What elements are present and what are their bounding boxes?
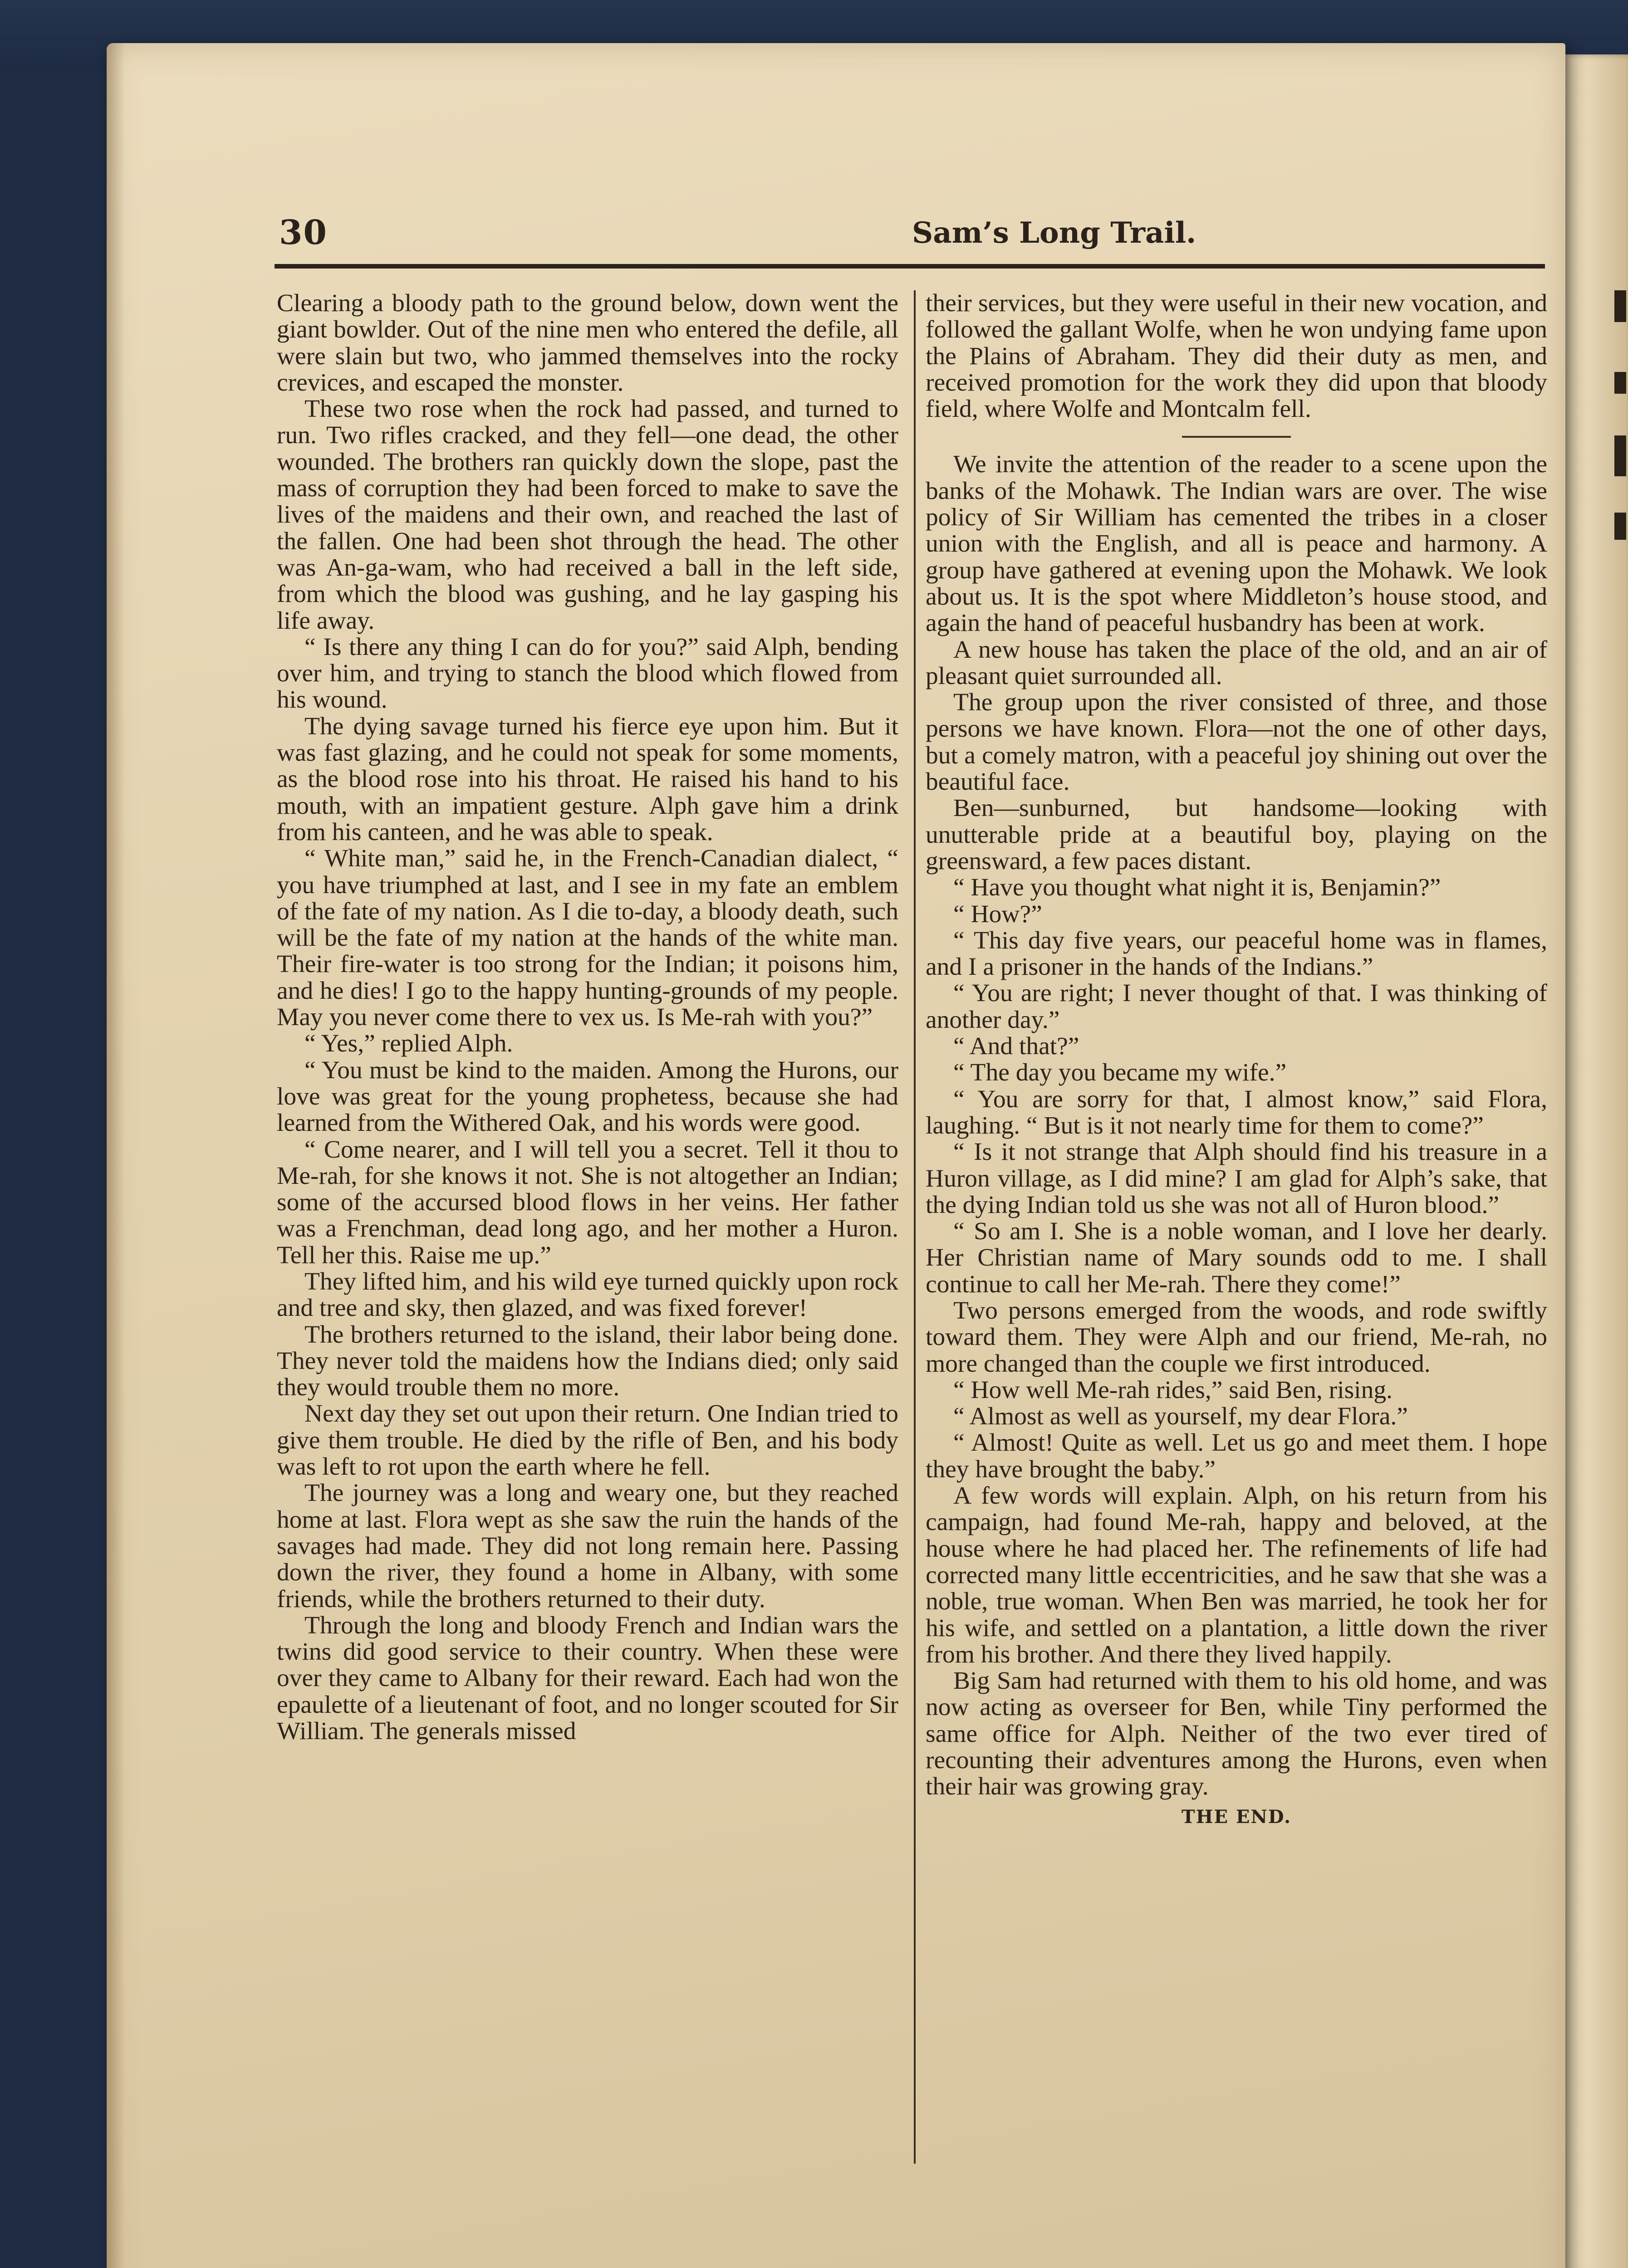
paragraph: We invite the attention of the reader to a scene upon the banks of the Mohawk. The Indian wars are over. The wise policy of Sir William has cemented the tribes in a closer union with the English, and all is peace and harmony. A group have gathered at evening upon the Mohawk. We look about us. It is the spot where Middleton’s house stood, and again the hand of peaceful husbandry has been at work. <box>926 450 1547 637</box>
paragraph: “ So am I. She is a noble woman, and I love her dearly. Her Christian name of Mary sounds odd to me. I shall continue to call her Me-rah. There they come!” <box>926 1217 1547 1298</box>
section-divider <box>1182 436 1291 438</box>
paragraph: Ben—sunburned, but handsome—looking with unutterable pride at a beautiful boy, playing on the greensward, a few paces distant. <box>926 794 1547 875</box>
paragraph: their services, but they were useful in their new vocation, and followed the gallant Wolfe, when he won undying fame upon the Plains of Abraham. They did their duty as men, and received promotion for the work they did upon that bloody field, where Wolfe and Montcalm fell. <box>926 289 1547 423</box>
page-header <box>168 213 1529 263</box>
paragraph: “ How?” <box>953 900 1042 928</box>
paragraph: These two rose when the rock had passed, and turned to run. Two rifles cracked, and they fell—one dead, the other wounded. The brothers ran quickly down the slope, past the mass of corruption they had been forced to make to save the lives of the maidens and their own, and reached the last of the fallen. One had been shot through the head. The other was An-ga-wam, who had received a ball in the left side, from which the blood was gushing, and he lay gasping his life away. <box>277 395 898 635</box>
adjacent-page-ink <box>1614 372 1626 394</box>
paragraph: The brothers returned to the island, their labor being done. They never told the maidens how the Indians died; only said they would trouble them no more. <box>277 1320 898 1402</box>
paragraph: Next day they set out upon their return. One Indian tried to give them trouble. He died by the rifle of Ben, and his body was left to rot upon the earth where he fell. <box>277 1400 898 1481</box>
header-rule <box>275 264 1545 269</box>
paragraph: The journey was a long and weary one, but they reached home at last. Flora wept as she saw the ruin the hands of the savages had made. They did not long remain here. Passing down the river, they found a home in Albany, with some friends, while the brothers returned to their duty. <box>277 1479 898 1613</box>
paragraph: “ Is it not strange that Alph should find his treasure in a Huron village, as I did mine? I am glad for Alph’s sake, that the dying Indian told us she was not all of Huron blood.” <box>926 1138 1547 1219</box>
paragraph: A new house has taken the place of the old, and an air of pleasant quiet surrounded all. <box>926 635 1547 690</box>
paragraph: They lifted him, and his wild eye turned quickly upon rock and tree and sky, then glazed, and was fixed forever! <box>277 1267 898 1322</box>
right-column <box>926 290 1547 1830</box>
paragraph: “ Yes,” replied Alph. <box>304 1030 513 1058</box>
column-divider <box>914 290 916 2164</box>
adjacent-page-ink <box>1614 513 1626 540</box>
paragraph: “ White man,” said he, in the French-Canadian dialect, “ you have triumphed at last, and I see in my fate an emblem of the fate of my nation. As I die to-day, a bloody death, such will be the fate of my nation at the hands of the white man. Their fire-water is too strong for the Indian; it poisons him, and he dies! I go to the happy hunting-grounds of my people. May you never come there to vex us. Is Me-rah with you?” <box>277 845 898 1031</box>
paragraph: “ Almost as well as yourself, my dear Flora.” <box>953 1403 1408 1431</box>
paragraph: Two persons emerged from the woods, and rode swiftly toward them. They were Alph and our friend, Me-rah, no more changed than the couple we first introduced. <box>926 1296 1547 1378</box>
the-end-label: THE END. <box>1181 1806 1292 1828</box>
paragraph: “ Have you thought what night it is, Benjamin?” <box>953 874 1441 902</box>
paragraph: A few words will explain. Alph, on his return from his campaign, had found Me-rah, happy and beloved, at the house where he had placed her. The refinements of life had corrected many little eccentricities, and he saw that she was a noble, true woman. When Ben was married, he took her for his wife, and settled on a plantation, a little down the river from his brother. And there they lived happily. <box>926 1482 1547 1668</box>
running-title: Sam’s Long Trail. <box>912 216 1196 250</box>
paragraph: “ The day you became my wife.” <box>953 1059 1287 1087</box>
paragraph: “ Is there any thing I can do for you?” said Alph, bending over him, and trying to stanch the blood which flowed from his wound. <box>277 633 898 714</box>
paragraph: “ And that?” <box>953 1032 1079 1061</box>
paragraph: “ You are right; I never thought of that. I was thinking of another day.” <box>926 979 1547 1034</box>
left-column <box>277 290 898 1745</box>
adjacent-page-edge <box>1561 54 1628 2268</box>
paragraph: Through the long and bloody French and Indian wars the twins did good service to their country. When these were over they came to Albany for their reward. Each had won the epaulette of a lieutenant of foot, and no longer scouted for Sir William. The generals missed <box>277 1611 898 1745</box>
adjacent-page-ink <box>1614 290 1626 322</box>
paragraph: “ Almost! Quite as well. Let us go and meet them. I hope they have brought the baby.” <box>926 1429 1547 1483</box>
paragraph: Big Sam had returned with them to his old home, and was now acting as overseer for Ben, while Tiny performed the same office for Alph. Neither of the two ever tired of recounting their adventures among the Hurons, even when their hair was growing gray. <box>926 1667 1547 1801</box>
paragraph: “ You must be kind to the maiden. Among the Hurons, our love was great for the young prophetess, because she had learned from the Withered Oak, and his words were good. <box>277 1056 898 1137</box>
paragraph: “ This day five years, our peaceful home was in flames, and I a prisoner in the hands of the Indians.” <box>926 926 1547 981</box>
paragraph: The dying savage turned his fierce eye upon him. But it was fast glazing, and he could not speak for some moments, as the blood rose into his throat. He raised his hand to his mouth, with an impatient gesture. Alph gave him a drink from his canteen, and he was able to speak. <box>277 712 898 846</box>
paragraph: Clearing a bloody path to the ground below, down went the giant bowlder. Out of the nine men who entered the defile, all were slain but two, who jammed themselves into the rocky crevices, and escaped the monster. <box>277 289 898 396</box>
paragraph: “ You are sorry for that, I almost know,” said Flora, laughing. “ But is it not nearly time for them to come?” <box>926 1085 1547 1139</box>
page-number: 30 <box>279 213 328 252</box>
paragraph: “ Come nearer, and I will tell you a secret. Tell it thou to Me-rah, for she knows it not. She is not altogether an Indian; some of the accursed blood flows in her veins. Her father was a Frenchman, dead long ago, and her mother a Huron. Tell her this. Raise me up.” <box>277 1135 898 1269</box>
paragraph: The group upon the river consisted of three, and those persons we have known. Flora—not the one of other days, but a comely matron, with a peaceful joy shining out over the beautiful face. <box>926 689 1547 796</box>
paragraph: “ How well Me-rah rides,” said Ben, rising. <box>953 1376 1393 1404</box>
adjacent-page-ink <box>1614 435 1626 476</box>
